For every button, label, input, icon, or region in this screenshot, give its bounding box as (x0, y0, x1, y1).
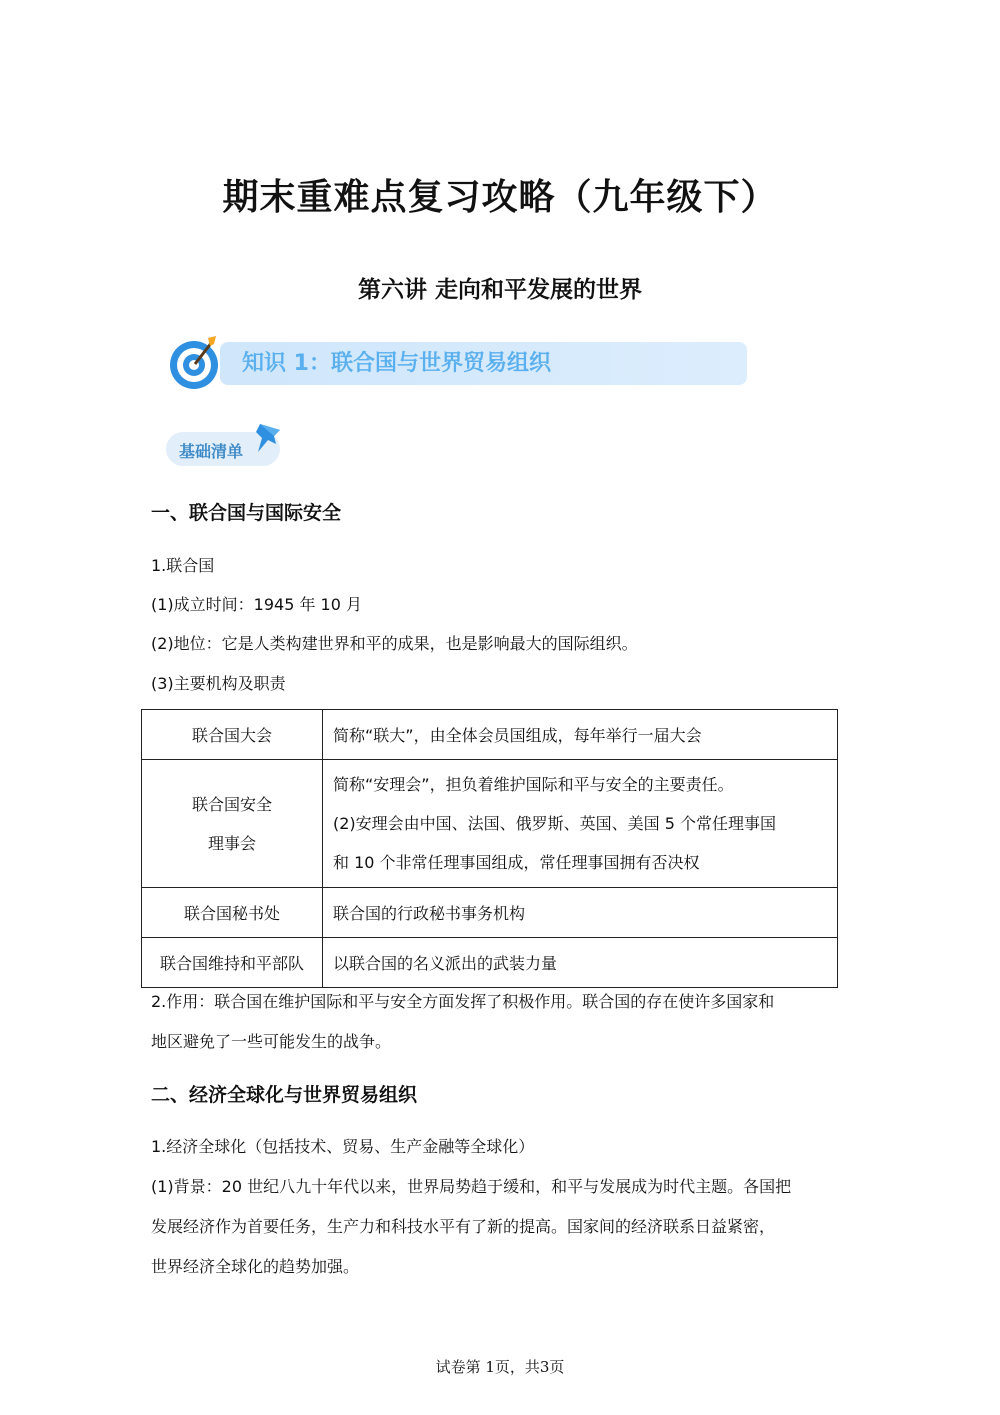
paragraph-un-role (151, 982, 851, 1062)
paragraph-background (151, 1167, 851, 1287)
organ-name-line: 联合国安全 (191, 794, 272, 814)
text-line: 地区避免了一些可能发生的战争。 (151, 1032, 392, 1051)
item-status: (2)地位：它是人类构建世界和平的成果，也是影响最大的国际组织。 (151, 634, 638, 653)
basic-list-badge-label: 基础清单 (179, 442, 244, 461)
organ-desc-line: 简称“安理会”，担负着维护国际和平与安全的主要责任。 (333, 775, 734, 794)
lecture-title: 第六讲 走向和平发展的世界 (357, 277, 642, 303)
item-organs: (3)主要机构及职责 (151, 674, 286, 693)
text-line: 2.作用：联合国在维护国际和平与安全方面发挥了积极作用。联合国的存在使许多国家和 (151, 992, 775, 1011)
section-heading-un-security: 一、联合国与国际安全 (151, 502, 342, 524)
text-line: 发展经济作为首要任务，生产力和科技水平有了新的提高。国家间的经济联系日益紧密， (151, 1217, 776, 1236)
organ-name (142, 760, 323, 888)
page-footer: 试卷第 1页，共3页 (435, 1358, 565, 1376)
organ-desc: 以联合国的名义派出的武装力量 (323, 938, 838, 988)
table-row (142, 888, 838, 938)
organ-desc-line: 和 10 个非常任理事国组成，常任理事国拥有否决权 (333, 853, 700, 872)
page-title: 期末重难点复习攻略（九年级下） (222, 177, 778, 218)
table-row (142, 710, 838, 760)
organ-desc-line: (2)安理会由中国、法国、俄罗斯、英国、美国 5 个常任理事国 (333, 814, 777, 833)
organ-desc (323, 760, 838, 888)
section-heading-globalization: 二、经济全球化与世界贸易组织 (151, 1084, 418, 1106)
un-organs-table (141, 709, 838, 988)
table-row (142, 760, 838, 888)
organ-desc: 联合国的行政秘书事务机构 (323, 888, 838, 938)
text-line: (1)背景：20 世纪八九十年代以来，世界局势趋于缓和，和平与发展成为时代主题。各国把 (151, 1177, 792, 1196)
item-globalization: 1.经济全球化（包括技术、贸易、生产金融等全球化） (151, 1137, 535, 1156)
text-line: 世界经济全球化的趋势加强。 (151, 1257, 360, 1276)
organ-name: 联合国维持和平部队 (142, 938, 323, 988)
organ-name: 联合国大会 (142, 710, 323, 760)
table-row (142, 938, 838, 988)
knowledge-banner-label: 知识 1：联合国与世界贸易组织 (242, 351, 551, 376)
organ-desc: 简称“联大”，由全体会员国组成，每年举行一届大会 (323, 710, 838, 760)
item-founding-time: (1)成立时间：1945 年 10 月 (151, 595, 363, 614)
organ-name: 联合国秘书处 (142, 888, 323, 938)
item-un: 1.联合国 (151, 556, 215, 575)
organ-name-line: 理事会 (207, 833, 256, 853)
pushpin-icon (250, 420, 286, 456)
target-icon (168, 334, 224, 390)
